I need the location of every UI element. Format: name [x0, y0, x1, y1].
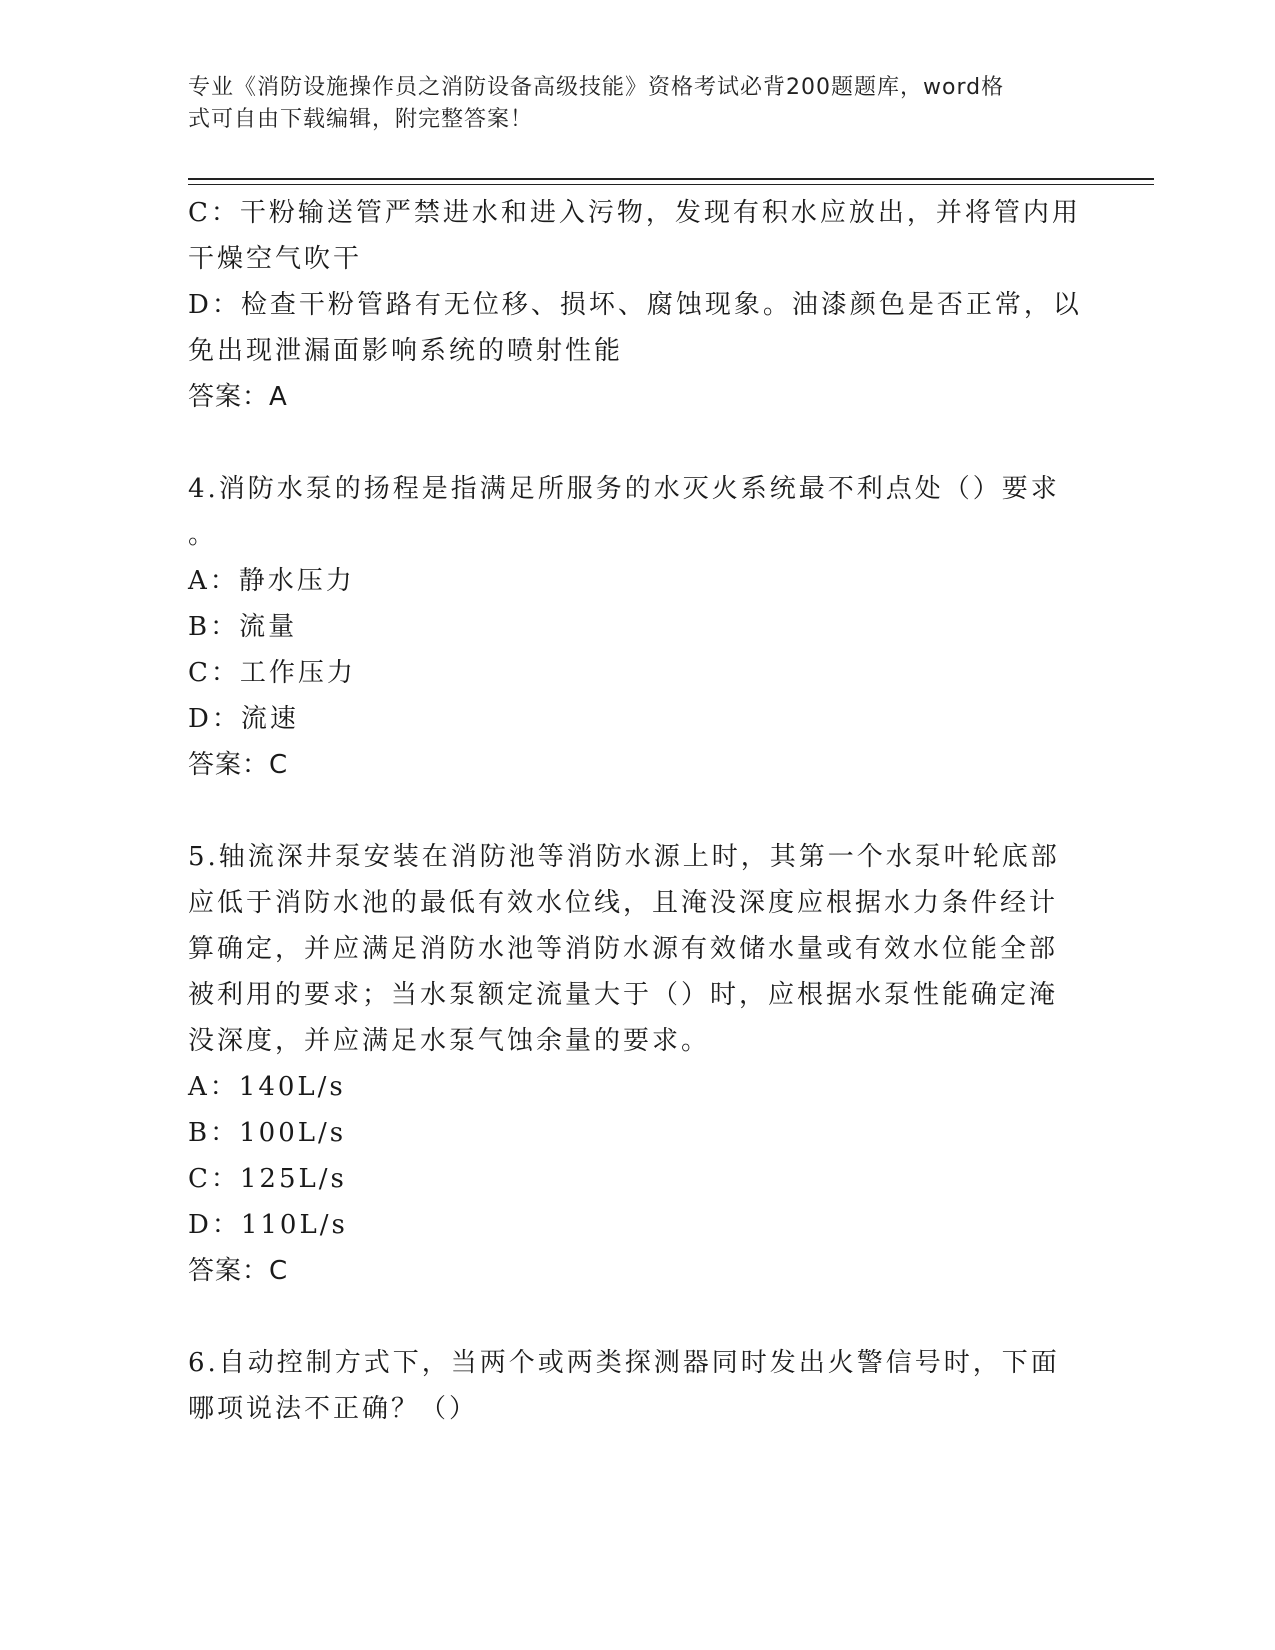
q5-stem-line-2: 应低于消防水池的最低有效水位线，且淹没深度应根据水力条件经计: [188, 888, 1059, 918]
question-3-tail: [188, 190, 1082, 420]
q3-option-d-line-1: D：检查干粉管路有无位移、损坏、腐蚀现象。油漆颜色是否正常，以: [188, 290, 1082, 320]
header-line-1: 专业《消防设施操作员之消防设备高级技能》资格考试必背200题题库，word格: [188, 75, 1005, 100]
question-6: [188, 1340, 1068, 1432]
q5-stem-line-4: 被利用的要求；当水泵额定流量大于（）时，应根据水泵性能确定淹: [188, 980, 1059, 1010]
q5-stem-line-1: 5.轴流深井泵安装在消防池等消防水源上时，其第一个水泵叶轮底部: [188, 842, 1060, 872]
document-header: [188, 72, 1068, 136]
q4-option-d: D：流速: [188, 704, 299, 734]
q5-answer: 答案：C: [188, 1256, 289, 1286]
q4-stem-line-1: 4.消防水泵的扬程是指满足所服务的水灭火系统最不利点处（）要求: [188, 474, 1060, 504]
q5-stem-line-5: 没深度，并应满足水泵气蚀余量的要求。: [188, 1026, 711, 1056]
q5-option-a: A：140L/s: [188, 1072, 346, 1102]
spacer: [188, 788, 1068, 834]
q4-answer: 答案：C: [188, 750, 289, 780]
question-5: [188, 834, 1068, 1294]
q4-option-a: A：静水压力: [188, 566, 355, 596]
header-rule-thick: [188, 178, 1154, 180]
question-content: [188, 190, 1082, 1432]
q5-option-d: D：110L/s: [188, 1210, 348, 1240]
header-line-2: 式可自由下载编辑，附完整答案！: [188, 107, 534, 132]
q3-option-d-line-2: 免出现泄漏面影响系统的喷射性能: [188, 336, 624, 366]
q3-answer: 答案：A: [188, 382, 288, 412]
q5-stem-line-3: 算确定，并应满足消防水池等消防水源有效储水量或有效水位能全部: [188, 934, 1059, 964]
q4-option-b: B：流量: [188, 612, 298, 642]
q5-option-b: B：100L/s: [188, 1118, 347, 1148]
spacer: [188, 1294, 1068, 1340]
question-4: [188, 466, 1068, 788]
spacer: [188, 420, 1068, 466]
q3-option-c-line-1: C：干粉输送管严禁进水和进入污物，发现有积水应放出，并将管内用: [188, 198, 1081, 228]
header-rule-thin: [188, 184, 1154, 185]
q5-option-c: C：125L/s: [188, 1164, 347, 1194]
q6-stem-line-2: 哪项说法不正确？（）: [188, 1394, 479, 1424]
q4-option-c: C：工作压力: [188, 658, 356, 688]
q6-stem-line-1: 6.自动控制方式下，当两个或两类探测器同时发出火警信号时，下面: [188, 1348, 1060, 1378]
q4-stem-line-2: 。: [188, 520, 218, 550]
q3-option-c-line-2: 干燥空气吹干: [188, 244, 363, 274]
